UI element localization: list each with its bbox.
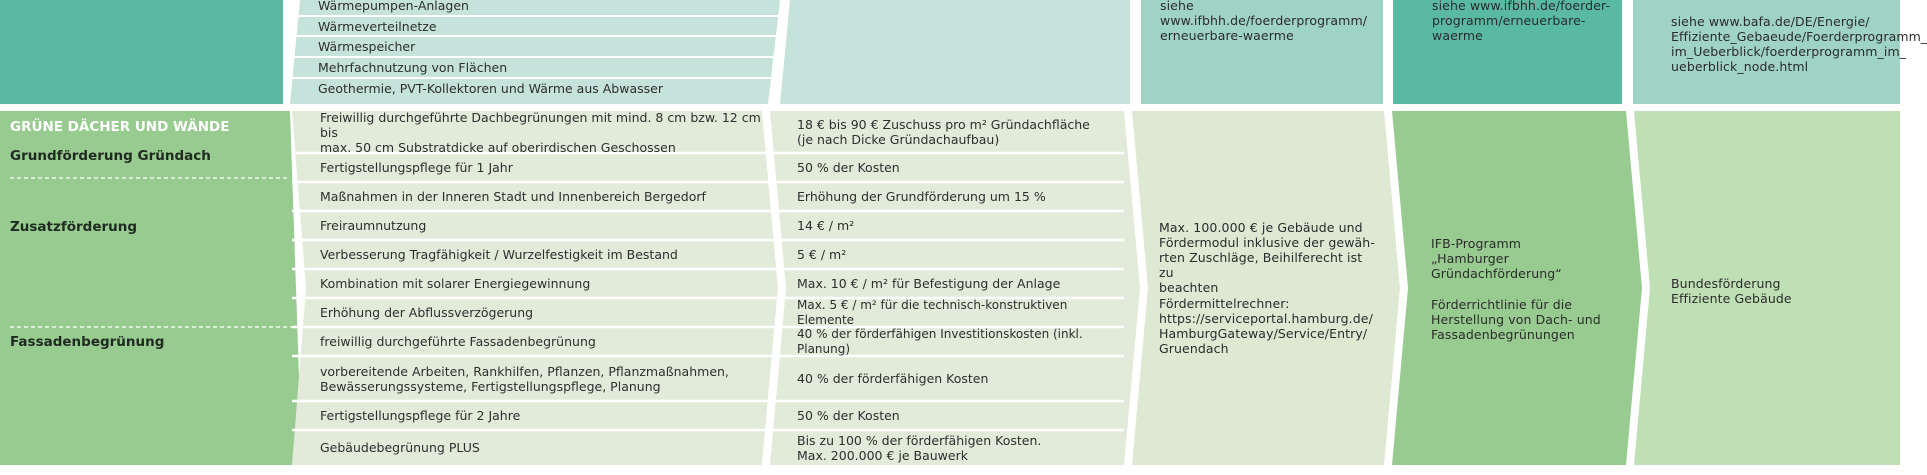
value-cell: Max. 10 € / m² für Befestigung der Anlage bbox=[797, 276, 1061, 291]
value-cell: Max. 5 € / m² für die technisch-konstruktiven Elemente bbox=[797, 297, 1068, 327]
top-measure: Geothermie, PVT-Kollektoren und Wärme aus Abwasser bbox=[318, 81, 663, 96]
measure-cell: Gebäudebegrünung PLUS bbox=[320, 440, 480, 455]
measure-cell: Erhöhung der Abflussverzögerung bbox=[320, 305, 534, 320]
top-measure: Wärmepumpen-Anlagen bbox=[318, 0, 469, 13]
category-facade: Fassadenbegrünung bbox=[10, 334, 165, 350]
program-name: IFB-Programm „Hamburger Gründachförderung“ bbox=[1431, 236, 1562, 281]
value-cell: 40 % der förderfähigen Kosten bbox=[797, 371, 989, 386]
value-cell: 14 € / m² bbox=[797, 218, 855, 233]
top-measure: Wärmespeicher bbox=[318, 39, 416, 54]
conditions-link[interactable]: siehe www.ifbhh.de/foerderprogramm/ erneuerbare-waerme bbox=[1160, 0, 1368, 43]
category-extra: Zusatzförderung bbox=[10, 219, 138, 235]
conditions-calculator[interactable]: Fördermittelrechner: https://serviceportal.hamburg.de/ HamburgGateway/Service/Entry/ Gruendach bbox=[1159, 296, 1373, 356]
measure-cell: Kombination mit solarer Energiegewinnung bbox=[320, 276, 591, 291]
category-base: Grundförderung Gründach bbox=[10, 148, 211, 164]
value-cell: Bis zu 100 % der förderfähigen Kosten. Max. 200.000 € je Bauwerk bbox=[797, 432, 1042, 463]
value-cell: 40 % der förderfähigen Investitionskosten (inkl. Planung) bbox=[797, 326, 1083, 356]
measure-cell: Freiwillig durchgeführte Dachbegrünungen mit mind. 8 cm bzw. 12 cm bis max. 50 cm Substratdicke auf oberirdischen Geschossen bbox=[320, 109, 761, 155]
measure-cell: Maßnahmen in der Inneren Stadt und Innenbereich Bergedorf bbox=[320, 189, 706, 204]
measure-cell: freiwillig durchgeführte Fassadenbegrünung bbox=[320, 334, 596, 349]
measure-cell: Fertigstellungspflege für 2 Jahre bbox=[320, 408, 521, 423]
measure-cell: Verbesserung Tragfähigkeit / Wurzelfestigkeit im Bestand bbox=[320, 247, 678, 262]
federal-link[interactable]: siehe www.bafa.de/DE/Energie/ Effiziente_Gebaeude/Foerderprogramm_ im_Ueberblick/foerderprogramm_im_ ueberblick_node.html bbox=[1671, 14, 1927, 74]
measure-cell: Fertigstellungspflege für 1 Jahr bbox=[320, 160, 513, 175]
value-cell: 50 % der Kosten bbox=[797, 408, 900, 423]
conditions-max: Max. 100.000 € je Gebäude und Fördermodul inklusive der gewäh- rten Zuschläge, Beihilferecht ist zu beachten bbox=[1159, 220, 1375, 295]
measure-cell: vorbereitende Arbeiten, Rankhilfen, Pflanzen, Pflanzmaßnahmen, Bewässerungssysteme, Fertigstellungspflege, Planung bbox=[320, 363, 729, 394]
program-guideline: Förderrichtlinie für die Herstellung von Dach- und Fassadenbegrünungen bbox=[1431, 297, 1601, 342]
measure-cell: Freiraumnutzung bbox=[320, 218, 427, 233]
program-link[interactable]: siehe www.ifbhh.de/foerder- programm/erneuerbare-waerme bbox=[1432, 0, 1611, 43]
value-cell: 50 % der Kosten bbox=[797, 160, 900, 175]
value-cell: Erhöhung der Grundförderung um 15 % bbox=[797, 189, 1046, 204]
top-measure: Mehrfachnutzung von Flächen bbox=[318, 60, 508, 75]
federal-program: Bundesförderung Effiziente Gebäude bbox=[1671, 276, 1792, 306]
top-measure: Wärmeverteilnetze bbox=[318, 18, 437, 34]
section-title: GRÜNE DÄCHER UND WÄNDE bbox=[10, 119, 230, 135]
value-cell: 5 € / m² bbox=[797, 247, 847, 262]
value-cell: 18 € bis 90 € Zuschuss pro m² Gründachfläche (je nach Dicke Gründachaufbau) bbox=[797, 117, 1090, 147]
